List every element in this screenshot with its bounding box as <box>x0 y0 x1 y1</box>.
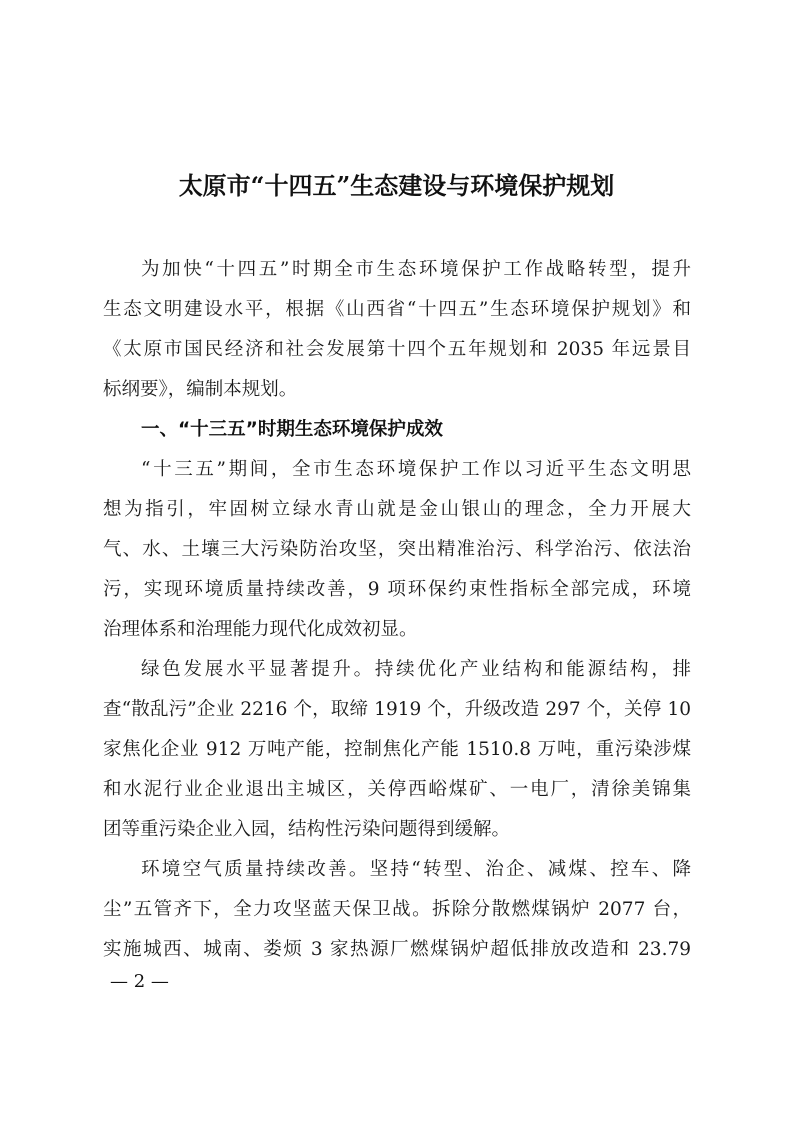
paragraph-line: 气、水、土壤三大污染防治攻坚，突出精准治污、科学治污、依法治 <box>103 539 691 560</box>
paragraph-line: 尘”五管齐下，全力攻坚蓝天保卫战。拆除分散燃煤锅炉 2077 台， <box>103 899 691 920</box>
intro-line: 标纲要》，编制本规划。 <box>103 379 298 400</box>
page-number: — 2 — <box>110 971 169 992</box>
intro-line: 《太原市国民经济和社会发展第十四个五年规划和 2035 年远景目 <box>103 339 691 360</box>
intro-line: 生态文明建设水平，根据《山西省“十四五”生态环境保护规划》和 <box>103 299 691 320</box>
paragraph-line: 和水泥行业企业退出主城区，关停西峪煤矿、一电厂，清徐美锦集 <box>103 779 691 800</box>
paragraph-line: 实施城西、城南、娄烦 3 家热源厂燃煤锅炉超低排放改造和 23.79 <box>103 939 691 960</box>
paragraph-line: 家焦化企业 912 万吨产能，控制焦化产能 1510.8 万吨，重污染涉煤 <box>103 739 691 760</box>
paragraph-line: 环境空气质量持续改善。坚持“转型、治企、减煤、控车、降 <box>141 859 691 880</box>
paragraph-line: 团等重污染企业入园，结构性污染问题得到缓解。 <box>103 819 511 840</box>
paragraph-line: 治理体系和治理能力现代化成效初显。 <box>103 619 418 640</box>
section-heading: 一、“十三五”时期生态环境保护成效 <box>141 419 443 440</box>
paragraph-line: 想为指引，牢固树立绿水青山就是金山银山的理念，全力开展大 <box>103 499 691 520</box>
document-title: 太原市“十四五”生态建设与环境保护规划 <box>178 171 615 200</box>
paragraph-line: 污，实现环境质量持续改善，9 项环保约束性指标全部完成，环境 <box>103 579 691 600</box>
paragraph-line: 查“散乱污”企业 2216 个，取缔 1919 个，升级改造 297 个，关停 10 <box>103 699 691 720</box>
intro-line: 为加快“十四五”时期全市生态环境保护工作战略转型，提升 <box>141 259 691 280</box>
paragraph-line: 绿色发展水平显著提升。持续优化产业结构和能源结构，排 <box>141 659 691 680</box>
paragraph-line: “十三五”期间，全市生态环境保护工作以习近平生态文明思 <box>141 459 691 480</box>
